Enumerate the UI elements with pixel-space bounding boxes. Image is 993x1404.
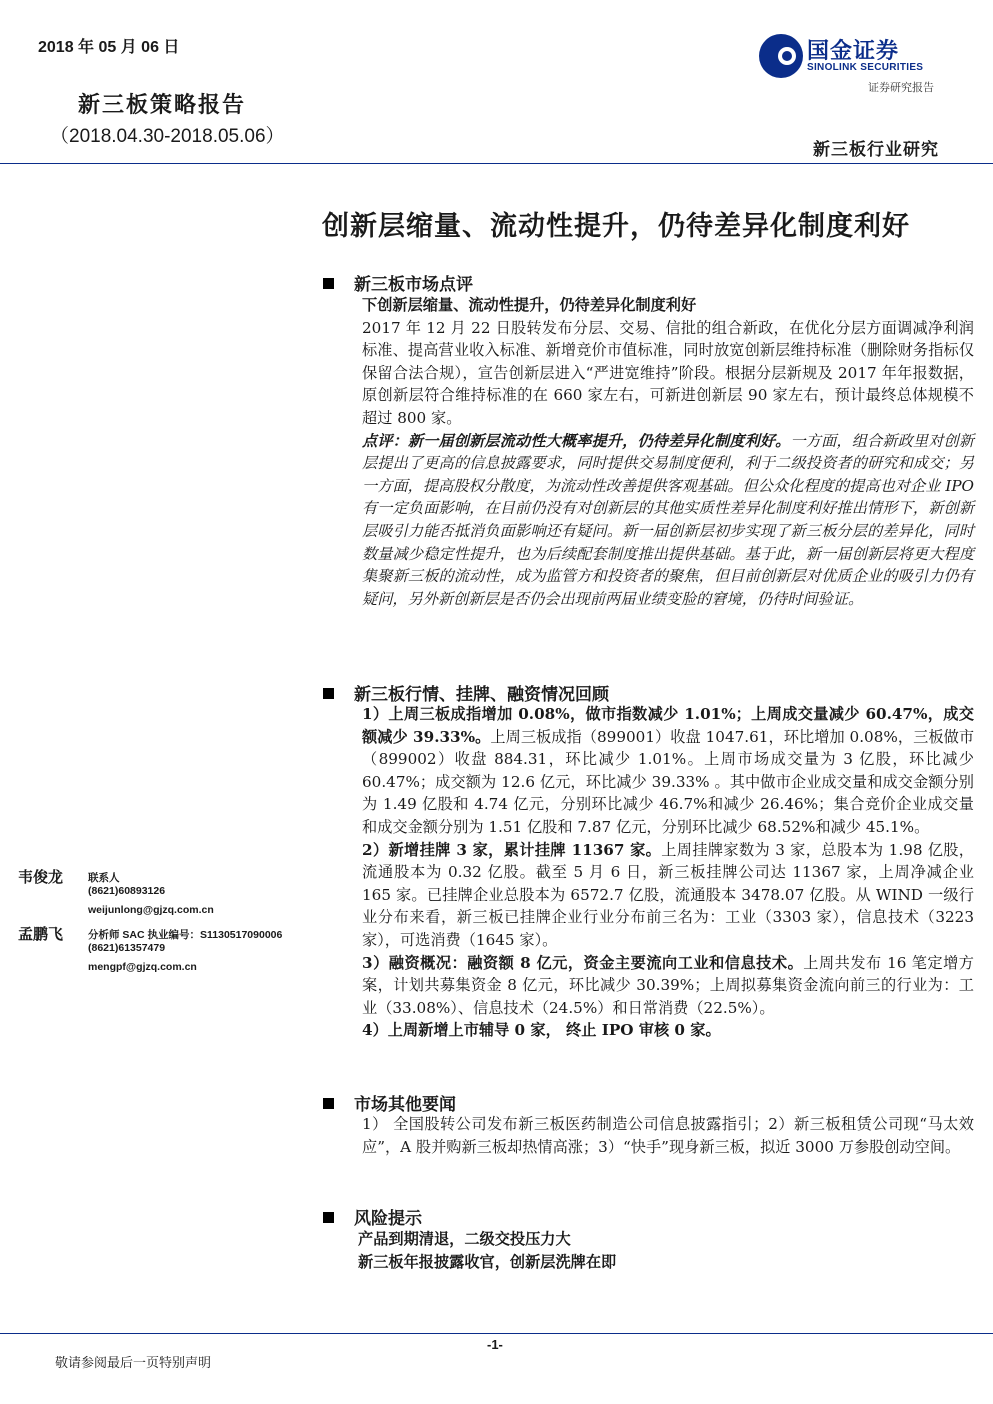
section-heading-text: 风险提示 [354, 1209, 422, 1229]
logo-text-cn: 国金证券 [807, 39, 900, 64]
list-item [362, 952, 974, 1020]
footer-divider [0, 1333, 993, 1334]
report-period: （2018.04.30-2018.05.06） [50, 126, 285, 147]
list-item [362, 839, 974, 952]
paragraph: 2017 年 12 月 22 日股转发布分层、交易、信批的组合新政，在优化分层方面调减净利润标准、提高营业收入标准、新增竞价市值标准，同时放宽创新层维持标准（删除财务指标仅保留合法合规），宣告创新层进入“严进宽维持”阶段。根据分层新规及 2017 年年报数据，原创新层符合维持标准的在 660 家左右，可新进创新层 90 家左右，预计最终总体规模不超过 800 家。 [362, 318, 974, 427]
section-heading-other-news [323, 1090, 456, 1115]
analyst-contacts [18, 866, 318, 980]
report-title: 新三板策略报告 [78, 92, 247, 118]
list-item [362, 703, 974, 839]
item-body: 上周共发布 16 笔定增方案，计划共募集资金 8 亿元，环比减少 30.39%；上周拟募集资金流向前三的行业为：工业（33.08%）、信息技术（24.5%）和日常消费（22.5%）。 [362, 953, 974, 1017]
bullet-square-icon [323, 1098, 334, 1109]
item-body: 上周挂牌家数为 3 家，总股本为 1.98 亿股，流通股本为 0.32 亿股。截至 5 月 6 日，新三板挂牌公司达 11367 家，上周净减企业 165 家。已挂牌企业总股本为 6572.7 亿股，流通股本 3478.07 亿股。从 WIND 一级行业分布来看，新三板已挂牌企业行业分布前三名为：工业（3303 家），信息技术（3223 家），可选消费（1645 家）。 [362, 840, 974, 949]
analyst-email: mengpf@gjzq.com.cn [88, 961, 197, 973]
analyst-name: 孟鹏飞 [18, 925, 64, 943]
section-heading-text: 新三板市场点评 [354, 275, 473, 295]
comment-lead: 点评：新一届创新层流动性大概率提升，仍待差异化制度利好。 [362, 431, 791, 450]
section-heading-risk [323, 1204, 422, 1229]
section-heading-text: 新三板行情、挂牌、融资情况回顾 [354, 685, 609, 705]
section-body-other-news [362, 1113, 974, 1158]
analyst-role: 分析师 SAC 执业编号：S1130517090006 [88, 929, 283, 941]
analyst-row [18, 942, 318, 961]
risk-item: 产品到期清退，二级交投压力大 [358, 1230, 571, 1248]
analyst-role: 联系人 [88, 872, 120, 884]
comment-body: 一方面，组合新政里对创新层提出了更高的信息披露要求，同时提供交易制度便利，利于二级投资者的研究和成交；另一方面，提高股权分散度，为流动性改善提供客观基础。但公众化程度的提高也对企业 IPO 有一定负面影响，在目前仍没有对创新层的其他实质性差异化制度利好推出情形下，新创新层吸引力能否抵消负面影响还有疑问。新一届创新层初步实现了新三板分层的差异化，同时数量减少稳定性提升，也为后续配套制度推出提供基础。基于此，新一届创新层将更大程度集聚新三板的流动性，成为监管方和投资者的聚焦，但目前创新层对优质企业的吸引力仍有疑问，另外新创新层是否仍会出现前两届业绩变脸的窘境，仍待时间验证。 [362, 431, 975, 608]
analyst-phone: (8621)60893126 [88, 885, 166, 897]
header-divider [0, 163, 993, 164]
analyst-row [18, 923, 318, 942]
section-heading-text: 市场其他要闻 [354, 1095, 456, 1115]
item-body: 上周三板成指（899001）收盘 1047.61，环比增加 0.08%，三板做市（899002）收盘 884.31，环比减少 1.01%。上周市场成交量为 3 亿股，环比减少 60.47%；成交额为 12.6 亿元，环比减少 39.33% 。其中做市企业成交量和成交金额分别为 1.49 亿股和 4.74 亿元，分别环比减少 46.7%和减少 26.46%；集合竞价企业成交量和成交金额分别为 1.51 亿股和 7.87 亿元，分别环比减少 68.52%和减少 45.1%。 [362, 727, 975, 836]
section-tag: 新三板行业研究 [813, 140, 939, 160]
bullet-square-icon [323, 1212, 334, 1223]
logo-text-en: SINOLINK SECURITIES [807, 62, 924, 73]
section-body-risk [358, 1228, 970, 1273]
bullet-square-icon [323, 688, 334, 699]
section-body-market-overview [362, 703, 974, 1042]
section-subheading: 下创新层缩量、流动性提升，仍待差异化制度利好 [362, 296, 697, 314]
analyst-email: weijunlong@gjzq.com.cn [88, 904, 214, 916]
page-number: -1- [487, 1337, 503, 1352]
comment-paragraph [362, 430, 974, 611]
item-lead: 2）新增挂牌 3 家，累计挂牌 11367 家。 [362, 840, 662, 859]
bullet-square-icon [323, 278, 334, 289]
analyst-row [18, 961, 318, 980]
section-body-market-review [362, 294, 974, 610]
analyst-row [18, 885, 318, 904]
item-lead: 1）上周三板成指增加 0.08%，做市指数减少 1.01%；上周成交量减少 60.47%，成交额减少 39.33%。 [362, 705, 974, 746]
footer-disclaimer-note: 敬请参阅最后一页特别声明 [55, 1356, 212, 1371]
section-heading-market-review [323, 270, 473, 295]
analyst-phone: (8621)61357479 [88, 942, 166, 954]
analyst-name: 韦俊龙 [18, 868, 64, 886]
paragraph: 1） 全国股转公司发布新三板医药制造公司信息披露指引；2）新三板租赁公司现“马太效应”，A 股并购新三板却热情高涨；3）“快手”现身新三板，拟近 3000 万参股创动空间。 [362, 1115, 974, 1156]
report-date: 2018 年 05 月 06 日 [38, 39, 180, 56]
risk-item: 新三板年报披露收官，创新层洗牌在即 [358, 1252, 617, 1271]
section-heading-market-overview [323, 680, 609, 705]
logo-subtitle: 证券研究报告 [868, 81, 934, 94]
analyst-row [18, 904, 318, 923]
logo-mark-icon [757, 32, 805, 80]
item-lead: 3）融资概况：融资额 8 亿元，资金主要流向工业和信息技术。 [362, 953, 804, 972]
analyst-row [18, 866, 318, 885]
list-item: 4）上周新增上市辅导 0 家， 终止 IPO 审核 0 家。 [362, 1021, 721, 1040]
headline: 创新层缩量、流动性提升，仍待差异化制度利好 [322, 211, 910, 242]
